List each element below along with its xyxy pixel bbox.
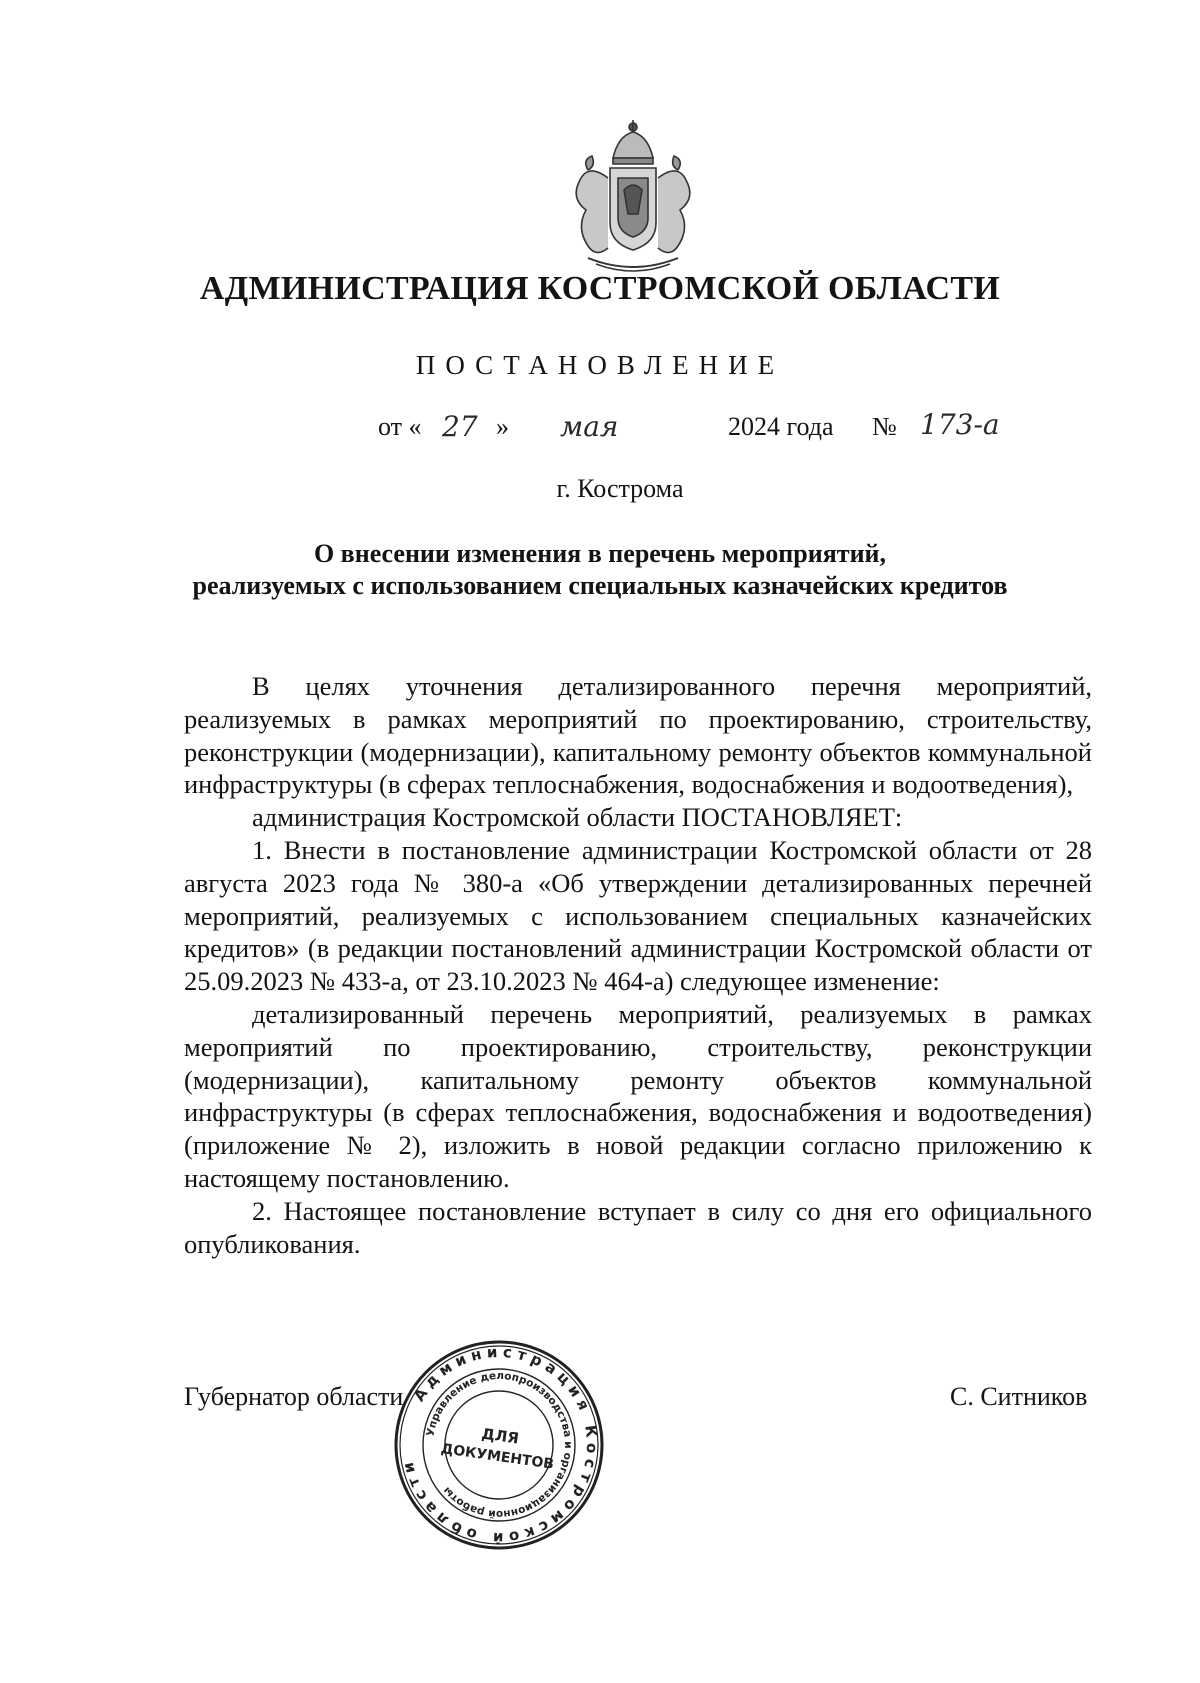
signatory-title: Губернатор области [184, 1382, 404, 1411]
paragraph-item-1-change: детализированный перечень мероприятий, реализуемых в рамках мероприятий по проектированию, строительству, реконструкции (модернизации), капитальному ремонту объектов коммунальной инфраструктуры (в сферах теплоснабжения, водоснабжения и водоотведения) (приложение № 2), изложить в новой редакции согласно приложению к настоящему постановлению. [184, 998, 1092, 1193]
document-type: ПОСТАНОВЛЕНИЕ [415, 350, 785, 380]
date-number-line [0, 408, 1200, 452]
document-subject [0, 538, 1200, 602]
document-body [184, 670, 1092, 1260]
date-month-handwritten: мая [560, 410, 619, 443]
paragraph-resolves: администрация Костромской области ПОСТАНОВЛЯЕТ: [252, 802, 903, 833]
coat-of-arms-emblem [558, 118, 708, 276]
date-close-quote: » [496, 412, 509, 441]
official-stamp [392, 1338, 606, 1552]
document-number-handwritten: 173-а [920, 408, 1000, 441]
date-day-handwritten: 27 [442, 410, 478, 443]
subject-line-2: реализуемых с использованием специальных казначейских кредитов [192, 571, 1008, 600]
signatory-name: С. Ситников [950, 1382, 1088, 1411]
number-sign: № [872, 412, 897, 441]
stamp-inner-text: Управление делопроизводства и организационной работы [424, 1369, 575, 1521]
subject-line-1: О внесении изменения в перечень мероприятий, [313, 539, 887, 568]
date-prefix: от « [378, 412, 422, 441]
paragraph-preamble: В целях уточнения детализированного перечня мероприятий, реализуемых в рамках мероприятий по проектированию, строительству, реконструкции (модернизации), капитальному ремонту объектов коммунальной инфраструктуры (в сферах теплоснабжения, водоснабжения и водоотведения), [184, 671, 1092, 800]
stamp-center-line-2: ДОКУМЕНТОВ [439, 1441, 555, 1473]
paragraph-item-2: 2. Настоящее постановление вступает в силу со дня его официального опубликования. [184, 1195, 1092, 1259]
stamp-outer-text: Администрация Костромской области [397, 1342, 602, 1548]
paragraph-item-1: 1. Внести в постановление администрации Костромской области от 28 августа 2023 года № 380-а «Об утверждении детализированных перечней мероприятий, реализуемых с использованием специальных казначейских кредитов» (в редакции постановлений администрации Костромской области от 25.09.2023 № 433-а, от 23.10.2023 № 464-а) следующее изменение: [184, 834, 1092, 997]
date-year: 2024 года [728, 412, 834, 441]
city-label: г. Кострома [556, 474, 684, 503]
organization-title: АДМИНИСТРАЦИЯ КОСТРОМСКОЙ ОБЛАСТИ [199, 270, 1001, 307]
stamp-center-line-1: ДЛЯ [480, 1424, 521, 1448]
